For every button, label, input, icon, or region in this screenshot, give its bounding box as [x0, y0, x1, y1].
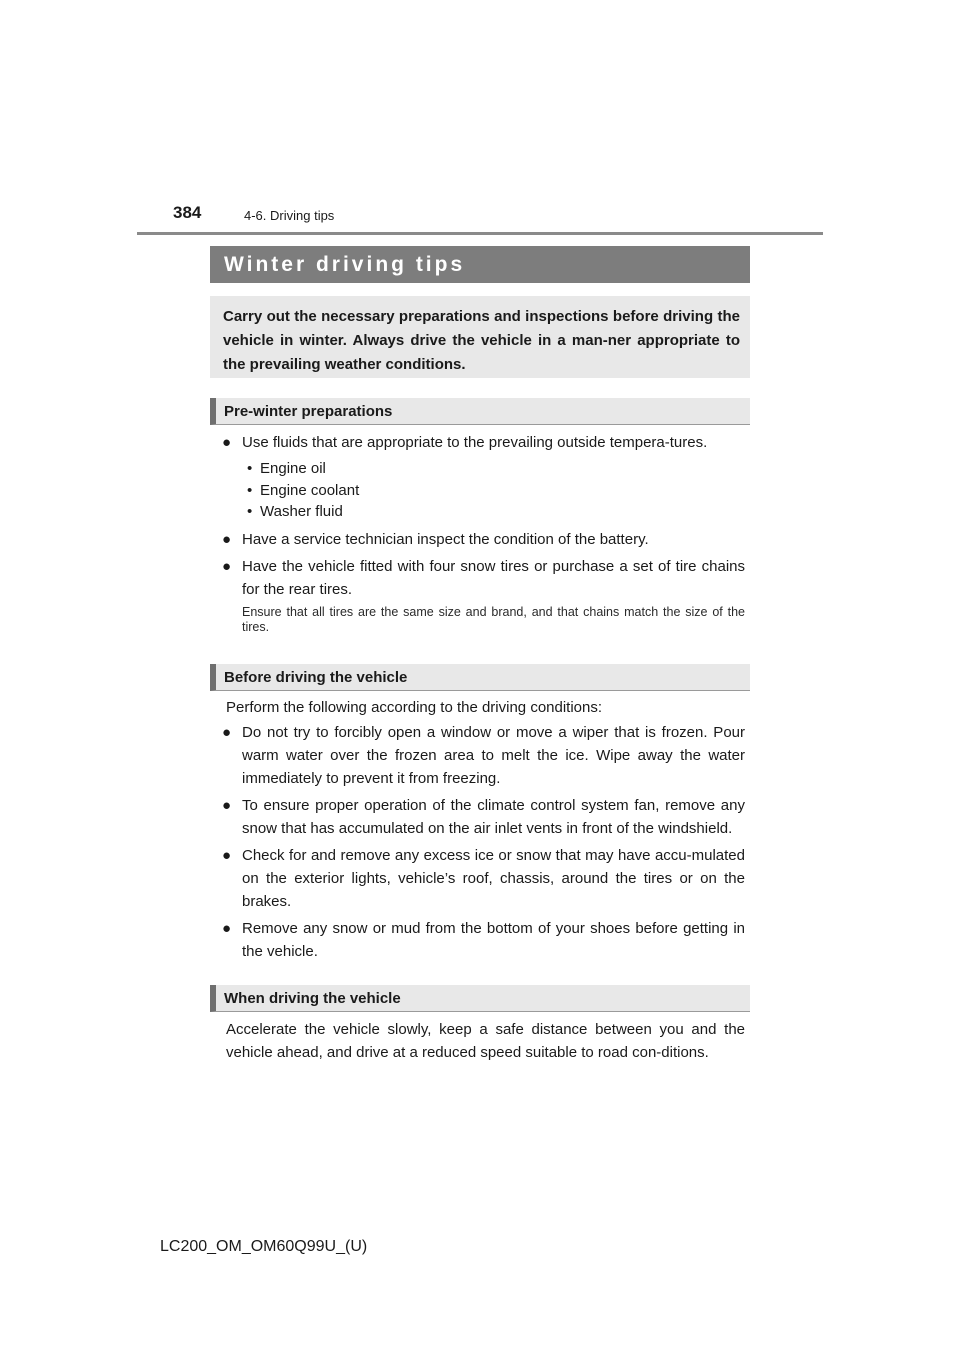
list-item [222, 431, 745, 454]
intro-box [210, 296, 750, 378]
page-number: 384 [173, 203, 202, 222]
list-item [222, 480, 745, 502]
bullet-icon: ● [222, 530, 232, 548]
bullet-icon: ● [222, 724, 232, 741]
dot-icon: • [247, 481, 253, 499]
heading-before-driving: Before driving the vehicle [210, 664, 750, 691]
bullet-icon: ● [222, 557, 232, 575]
list-item [222, 917, 745, 963]
item-text: Check for and remove any excess ice or snow that may have accu-mulated on the exterior lights, vehicle’s roof, chassis, around the tires or on the brakes. [242, 847, 745, 910]
document-code: LC200_OM_OM60Q99U_(U) [160, 1238, 368, 1255]
item-text: Have the vehicle fitted with four snow tires or purchase a set of tire chains for the rear tires. [242, 557, 745, 598]
header-rule [137, 232, 823, 235]
list-item [222, 794, 745, 840]
bullet-icon: ● [222, 847, 232, 864]
item-text: Engine coolant [260, 481, 360, 499]
item-text: Have a service technician inspect the condition of the battery. [242, 530, 649, 548]
page-title: Winter driving tips [210, 246, 750, 283]
item-text: Use fluids that are appropriate to the prevailing outside tempera-tures. [242, 434, 708, 451]
item-text: To ensure proper operation of the climate control system fan, remove any snow that has accumulated on the air inlet vents in front of the windshield. [242, 797, 745, 837]
heading-when-driving: When driving the vehicle [210, 985, 750, 1012]
bullet-icon: ● [222, 434, 232, 451]
fluids-list [222, 458, 745, 523]
lead-text: Perform the following according to the driving conditions: [226, 699, 603, 716]
list-item [222, 721, 745, 790]
when-driving-text: Accelerate the vehicle slowly, keep a safe distance between you and the vehicle ahead, and drive at a reduced speed suitable to road con-ditions. [226, 1021, 745, 1061]
bullet-icon: ● [222, 920, 232, 937]
item-text: Do not try to forcibly open a window or move a wiper that is frozen. Pour warm water over the frozen area to melt the ice. Wipe away the water immediately to prevent it from freezing. [242, 724, 745, 787]
list-item [222, 501, 745, 523]
item-text: Remove any snow or mud from the bottom of your shoes before getting in the vehicle. [242, 920, 745, 960]
when-driving-section [222, 1018, 745, 1064]
pre-winter-section [222, 431, 745, 635]
section-reference: 4-6. Driving tips [244, 208, 335, 223]
dot-icon: • [247, 460, 253, 477]
list-item [222, 844, 745, 913]
tires-note: Ensure that all tires are the same size and brand, and that chains match the size of the tires. [242, 604, 745, 634]
item-text: Washer fluid [260, 503, 343, 520]
item-text: Engine oil [260, 460, 326, 477]
list-item [222, 555, 745, 601]
list-item [222, 528, 745, 551]
heading-pre-winter: Pre-winter preparations [210, 398, 750, 425]
list-item [222, 458, 745, 480]
bullet-icon: ● [222, 797, 232, 814]
dot-icon: • [247, 503, 253, 520]
before-driving-section [222, 696, 745, 967]
intro-text: Carry out the necessary preparations and inspections before driving the vehicle in winter. Always drive the vehicle in a man-ner appropriate to the prevailing weather conditions. [223, 308, 740, 373]
